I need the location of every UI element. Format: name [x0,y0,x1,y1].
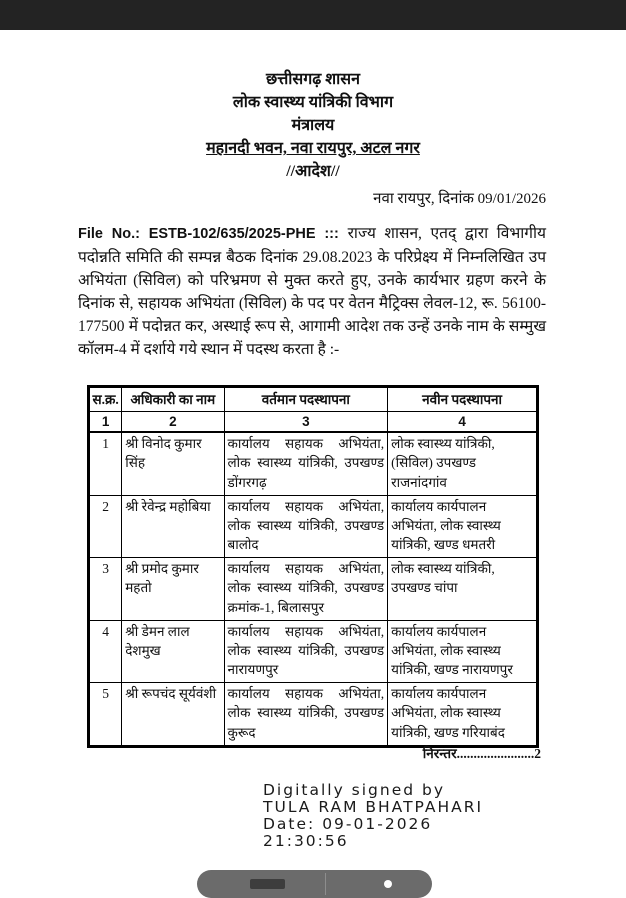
cell-new-posting: लोक स्वास्थ्य यांत्रिकी, (सिविल) उपखण्ड राजनांदगांव [388,432,537,495]
col-number: 2 [122,412,224,433]
signature-line: Digitally signed by [263,781,446,799]
col-number: 1 [89,412,122,433]
signature-time: 21:30:56 [263,832,349,850]
digital-signature-block [263,782,483,850]
signature-date: Date: 09-01-2026 [263,815,433,833]
cell-serial: 3 [89,558,122,620]
posting-table [88,386,538,747]
cell-current-posting: कार्यालय सहायक अभियंता, लोक स्वास्थ्य यांत्रिकी, उपखण्ड बालोद [224,495,388,557]
cell-new-posting: कार्यालय कार्यपालन अभियंता, लोक स्वास्थ्य यांत्रिकी, खण्ड नारायणपुर [388,620,537,682]
order-paragraph [78,222,546,361]
column-number-row [89,412,537,433]
cell-serial: 5 [89,683,122,746]
place-date-line: नवा रायपुर, दिनांक 09/01/2026 [373,191,546,207]
cell-current-posting: कार्यालय सहायक अभियंता, लोक स्वास्थ्य यांत्रिकी, उपखण्ड डोंगरगढ़ [224,432,388,495]
col-number: 3 [224,412,388,433]
col-header-serial: स.क्र. [89,387,122,412]
table-row [89,620,537,682]
toolbar-divider [325,873,326,895]
cell-officer-name: श्री रेवेन्द्र महोबिया [122,495,224,557]
toolbar-right-button[interactable] [315,870,433,898]
header-department-name: लोक स्वास्थ्य यांत्रिकी विभाग [232,94,394,111]
document-header [0,68,626,183]
cell-officer-name: श्री विनोद कुमार सिंह [122,432,224,495]
cell-officer-name: श्री रूपचंद सूर्यवंशी [122,683,224,746]
floating-toolbar[interactable] [197,870,432,898]
file-number: File No.: ESTB-102/635/2025-PHE ::: [78,226,348,242]
col-header-officer-name: अधिकारी का नाम [122,387,224,412]
continuation-marker: निरन्तर.......................2 [422,746,541,761]
cell-new-posting: कार्यालय कार्यपालन अभियंता, लोक स्वास्थ्य यांत्रिकी, खण्ड धमतरी [388,495,537,557]
cell-current-posting: कार्यालय सहायक अभियंता, लोक स्वास्थ्य यांत्रिकी, उपखण्ड नारायणपुर [224,620,388,682]
dot-icon[interactable] [384,880,392,888]
header-ministry: मंत्रालय [291,117,335,134]
header-government-name: छत्तीसगढ़ शासन [266,71,360,88]
keyboard-icon[interactable] [250,879,285,889]
cell-new-posting: लोक स्वास्थ्य यांत्रिकी, उपखण्ड चांपा [388,558,537,620]
cell-new-posting: कार्यालय कार्यपालन अभियंता, लोक स्वास्थ्य यांत्रिकी, खण्ड गरियाबंद [388,683,537,746]
table-row [89,495,537,557]
signature-signer-name: TULA RAM BHATPAHARI [263,798,484,816]
cell-serial: 1 [89,432,122,495]
table-row [89,558,537,620]
cell-officer-name: श्री डेमन लाल देशमुख [122,620,224,682]
col-header-current-posting: वर्तमान पदस्थापना [224,387,388,412]
status-bar-area [0,0,626,30]
table-row [89,432,537,495]
order-body-text: राज्य शासन, एतद् द्वारा विभागीय पदोन्नति समिति की सम्पन्न बैठक दिनांक 29.08.2023 के परिप्रेक्ष्य में निम्नलिखित उप अभियंता (सिविल) को परिभ्रमण से मुक्त करते हुए, उनके कार्यभार ग्रहण करने के दिनांक से, सहायक अभियंता (सिविल) के पद पर वेतन मैट्रिक्स लेवल-12, रू. 56100-177500 में पदोन्नत कर, अस्थाई रूप से, आगामी आदेश तक उन्हें उनके नाम के सम्मुख कॉलम-4 में दर्शाये गये स्थान में पदस्थ करता है :- [78,225,546,358]
table-row [89,683,537,746]
cell-officer-name: श्री प्रमोद कुमार महतो [122,558,224,620]
col-header-new-posting: नवीन पदस्थापना [388,387,537,412]
header-order-title: //आदेश// [286,163,340,180]
cell-serial: 4 [89,620,122,682]
cell-serial: 2 [89,495,122,557]
header-address: महानदी भवन, नवा रायपुर, अटल नगर [206,140,420,157]
cell-current-posting: कार्यालय सहायक अभियंता, लोक स्वास्थ्य यांत्रिकी, उपखण्ड कुरूद [224,683,388,746]
col-number: 4 [388,412,537,433]
table-header-row [89,387,537,412]
cell-current-posting: कार्यालय सहायक अभियंता, लोक स्वास्थ्य यांत्रिकी, उपखण्ड क्रमांक-1, बिलासपुर [224,558,388,620]
